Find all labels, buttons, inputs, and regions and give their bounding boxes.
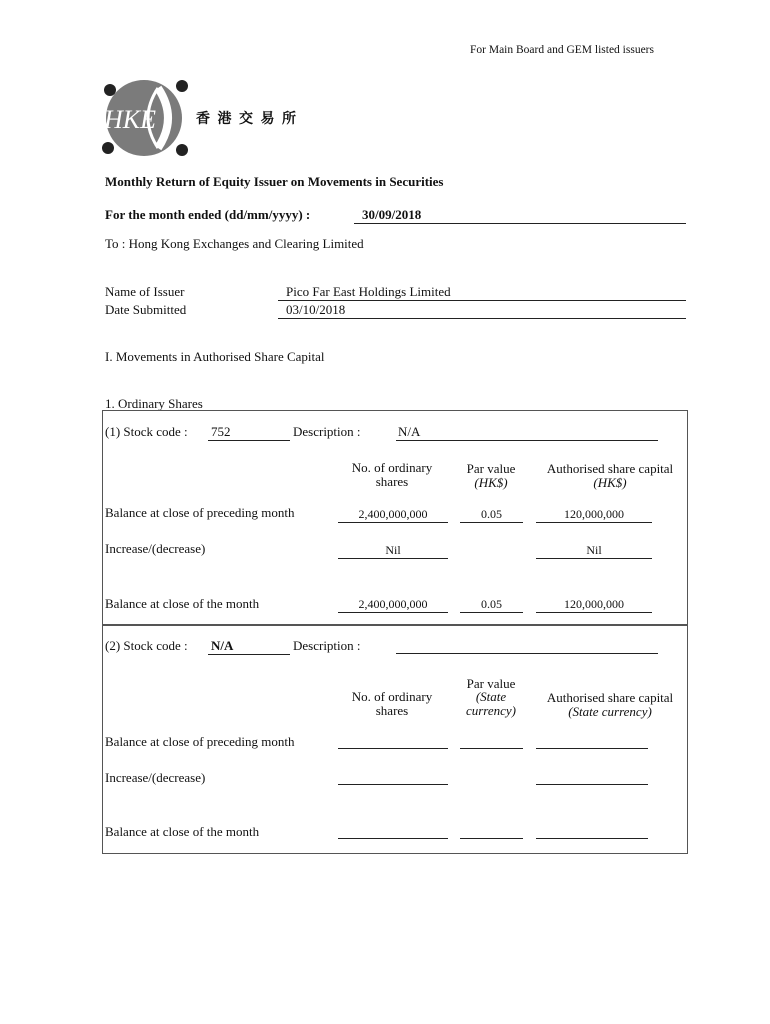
class2-row-close-label: Balance at close of the month	[105, 824, 260, 839]
date-submitted-value: 03/10/2018	[286, 302, 346, 317]
page-title: Monthly Return of Equity Issuer on Movements in Securities	[105, 174, 444, 189]
class1-close-par: 0.05	[460, 597, 523, 613]
logo-text: HKE	[104, 105, 156, 134]
class1-col-capital-unit: (HK$)	[593, 475, 627, 490]
header-note: For Main Board and GEM listed issuers	[470, 44, 654, 56]
class1-stock-code-label: (1) Stock code :	[105, 424, 188, 439]
class2-stock-code-value: N/A	[211, 638, 234, 653]
issuer-name-value: Pico Far East Holdings Limited	[286, 284, 451, 299]
class1-increase-shares: Nil	[338, 543, 448, 559]
class2-col-par: Par value	[466, 676, 516, 691]
class2-increase-capital	[536, 784, 648, 785]
class1-preceding-shares: 2,400,000,000	[338, 507, 448, 523]
class2-stock-code-label: (2) Stock code :	[105, 638, 188, 653]
class2-row-increase-label: Increase/(decrease)	[105, 770, 206, 785]
class1-close-shares: 2,400,000,000	[338, 597, 448, 613]
class2-col-shares: No. of ordinary shares	[351, 689, 433, 718]
issuer-name-label: Name of Issuer	[105, 284, 185, 299]
class2-description-label: Description :	[293, 638, 361, 653]
date-submitted-field	[278, 302, 686, 319]
class1-preceding-capital: 120,000,000	[536, 507, 652, 523]
class2-preceding-par	[460, 748, 523, 749]
class1-row-preceding-label: Balance at close of preceding month	[105, 505, 295, 520]
class2-preceding-capital	[536, 748, 648, 749]
class2-row-preceding-label: Balance at close of preceding month	[105, 734, 295, 749]
class1-col-par: Par value	[466, 461, 516, 476]
class1-row-increase-label: Increase/(decrease)	[105, 541, 206, 556]
subsection-title: 1. Ordinary Shares	[105, 396, 203, 411]
class1-stock-code-value: 752	[211, 424, 231, 439]
class2-increase-shares	[338, 784, 448, 785]
class2-stock-code-field	[208, 638, 290, 655]
class2-col-capital-unit: (State currency)	[568, 704, 652, 719]
class2-close-capital	[536, 838, 648, 839]
class1-description-field	[396, 424, 658, 441]
class1-row-close-label: Balance at close of the month	[105, 596, 260, 611]
month-value-text: 30/09/2018	[362, 207, 422, 222]
class2-description-field	[396, 653, 658, 654]
class2-close-par	[460, 838, 523, 839]
class2-col-par-unit: (State currency)	[465, 689, 517, 718]
class1-stock-code-field	[208, 424, 290, 441]
class1-close-capital: 120,000,000	[536, 597, 652, 613]
class2-close-shares	[338, 838, 448, 839]
recipient-line: To : Hong Kong Exchanges and Clearing Limited	[105, 236, 364, 251]
class1-increase-capital: Nil	[536, 543, 652, 559]
section-title: I. Movements in Authorised Share Capital	[105, 349, 325, 364]
class1-col-capital: Authorised share capital	[546, 461, 674, 476]
class1-description-label: Description :	[293, 424, 361, 439]
hkex-logo	[98, 76, 298, 160]
issuer-name-field	[278, 284, 686, 301]
class1-preceding-par: 0.05	[460, 507, 523, 523]
logo-chinese: 香 港 交 易 所	[196, 112, 298, 127]
date-submitted-label: Date Submitted	[105, 302, 187, 317]
class2-preceding-shares	[338, 748, 448, 749]
class1-col-par-unit: (HK$)	[474, 475, 508, 490]
month-value	[354, 207, 686, 224]
class1-col-shares: No. of ordinary shares	[351, 460, 433, 489]
class2-col-capital: Authorised share capital	[546, 690, 674, 705]
month-label: For the month ended (dd/mm/yyyy) :	[105, 207, 311, 222]
class1-description-value: N/A	[398, 424, 421, 439]
